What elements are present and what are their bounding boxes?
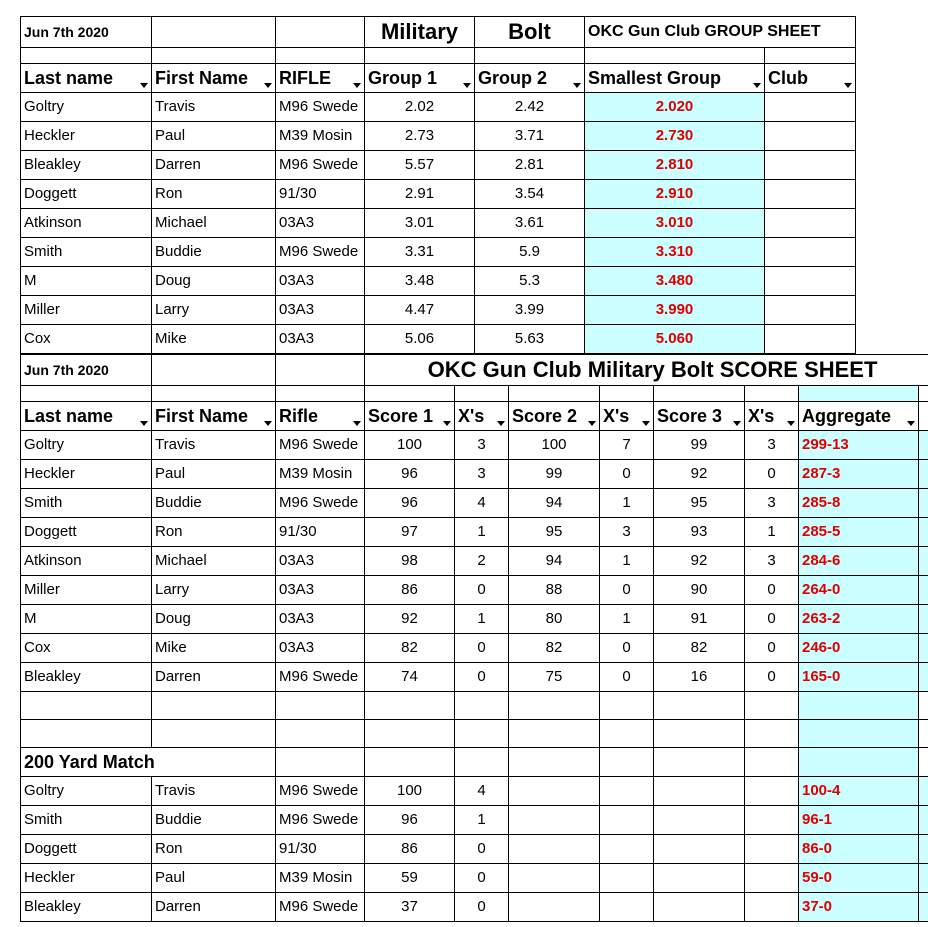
table-cell: Atkinson	[21, 209, 152, 238]
table-cell: M96 Swede	[276, 238, 365, 267]
table-row	[21, 663, 928, 692]
table-cell: 03A3	[276, 209, 365, 238]
group-header-row	[21, 64, 856, 93]
filter-dropdown-icon[interactable]	[140, 83, 148, 88]
table-cell: M96 Swede	[276, 893, 365, 922]
table-cell: M96 Swede	[276, 151, 365, 180]
table-cell: Doggett	[21, 518, 152, 547]
table-cell: Cox	[21, 325, 152, 354]
table-cell: Heckler	[21, 864, 152, 893]
table-cell: 285-5	[799, 518, 919, 547]
filter-dropdown-icon[interactable]	[733, 421, 741, 426]
table-cell: 100	[509, 431, 600, 460]
table-cell: Ron	[152, 180, 276, 209]
table-cell: 59-0	[799, 864, 919, 893]
filter-dropdown-icon[interactable]	[753, 83, 761, 88]
section-title-200-yard: 200 Yard Match	[21, 748, 276, 777]
table-cell: 3	[600, 518, 654, 547]
table-cell: 3.01	[365, 209, 475, 238]
table-cell: M96 Swede	[276, 93, 365, 122]
table-cell: 3.990	[585, 296, 765, 325]
table-cell: 95	[509, 518, 600, 547]
filter-dropdown-icon[interactable]	[497, 421, 505, 426]
table-row	[21, 209, 856, 238]
column-header: Smallest Group	[585, 64, 765, 93]
table-cell: 1	[745, 518, 799, 547]
table-cell: 03A3	[276, 634, 365, 663]
column-header: X's	[745, 402, 799, 431]
table-cell: M96 Swede	[276, 663, 365, 692]
table-cell: 0	[455, 835, 509, 864]
table-cell: 1	[600, 489, 654, 518]
score-sheet-title: OKC Gun Club Military Bolt SCORE SHEET	[365, 355, 928, 386]
table-cell: 0	[600, 460, 654, 489]
table-cell: Goltry	[21, 431, 152, 460]
column-header: Last name	[21, 64, 152, 93]
filter-dropdown-icon[interactable]	[787, 421, 795, 426]
table-cell: 92	[654, 460, 745, 489]
table-cell: 92	[654, 547, 745, 576]
table-cell: 91/30	[276, 518, 365, 547]
table-cell: 82	[365, 634, 455, 663]
column-header: Score 1	[365, 402, 455, 431]
table-cell: Heckler	[21, 460, 152, 489]
table-cell: Ron	[152, 518, 276, 547]
table-cell: 263-2	[799, 605, 919, 634]
table-cell: 90	[654, 576, 745, 605]
table-row	[21, 460, 928, 489]
table-cell: 100	[365, 431, 455, 460]
table-cell: 3	[455, 460, 509, 489]
table-cell: 0	[745, 605, 799, 634]
table-cell: 3.010	[585, 209, 765, 238]
table-cell: 0	[455, 864, 509, 893]
table-cell: Atkinson	[21, 547, 152, 576]
table-cell: 3.61	[475, 209, 585, 238]
table-row	[21, 267, 856, 296]
table-cell: 3.54	[475, 180, 585, 209]
table-cell: Darren	[152, 893, 276, 922]
table-row	[21, 489, 928, 518]
table-cell: 2.810	[585, 151, 765, 180]
table-cell: 96-1	[799, 806, 919, 835]
table-cell: Buddie	[152, 238, 276, 267]
table-row	[21, 835, 928, 864]
table-cell: 82	[654, 634, 745, 663]
table-cell: 5.3	[475, 267, 585, 296]
table-cell: 0	[600, 634, 654, 663]
table-cell: 2.02	[365, 93, 475, 122]
table-cell: 0	[745, 460, 799, 489]
group-sheet-date: Jun 7th 2020	[21, 17, 152, 48]
table-cell: 97	[365, 518, 455, 547]
group-sheet-title: OKC Gun Club GROUP SHEET	[585, 17, 856, 48]
table-cell: Michael	[152, 547, 276, 576]
table-row	[21, 431, 928, 460]
filter-dropdown-icon[interactable]	[140, 421, 148, 426]
table-cell: 03A3	[276, 605, 365, 634]
table-cell: Smith	[21, 489, 152, 518]
table-cell: 3	[745, 431, 799, 460]
table-cell: 299-13	[799, 431, 919, 460]
table-cell: Miller	[21, 576, 152, 605]
table-cell: 2.81	[475, 151, 585, 180]
table-cell	[765, 238, 856, 267]
table-cell: M96 Swede	[276, 777, 365, 806]
table-cell: 99	[654, 431, 745, 460]
table-cell: 99	[509, 460, 600, 489]
table-cell: 5.63	[475, 325, 585, 354]
filter-dropdown-icon[interactable]	[264, 421, 272, 426]
table-cell: Doggett	[21, 835, 152, 864]
table-cell: 0	[455, 576, 509, 605]
column-header: Rifle	[276, 402, 365, 431]
table-cell: 03A3	[276, 325, 365, 354]
table-cell: M39 Mosin	[276, 460, 365, 489]
column-header: Group 1	[365, 64, 475, 93]
table-cell: 2.91	[365, 180, 475, 209]
table-cell: Larry	[152, 576, 276, 605]
table-cell: 98	[365, 547, 455, 576]
table-cell: 96	[365, 460, 455, 489]
table-cell: Bleakley	[21, 893, 152, 922]
table-cell: 4.47	[365, 296, 475, 325]
table-cell: 59	[365, 864, 455, 893]
score-sheet-date: Jun 7th 2020	[21, 355, 152, 386]
table-cell: M39 Mosin	[276, 122, 365, 151]
table-cell: 80	[509, 605, 600, 634]
table-cell: 285-8	[799, 489, 919, 518]
filter-dropdown-icon[interactable]	[264, 83, 272, 88]
table-cell: M96 Swede	[276, 489, 365, 518]
table-cell: Larry	[152, 296, 276, 325]
column-header: Aggregate	[799, 402, 919, 431]
table-cell: Travis	[152, 777, 276, 806]
table-cell: 94	[509, 489, 600, 518]
table-cell	[765, 93, 856, 122]
table-cell: 91	[654, 605, 745, 634]
table-row	[21, 777, 928, 806]
column-header: First Name	[152, 402, 276, 431]
table-row	[21, 93, 856, 122]
table-cell: Doug	[152, 267, 276, 296]
table-cell: 2.73	[365, 122, 475, 151]
table-cell: 3.99	[475, 296, 585, 325]
table-cell: 100	[365, 777, 455, 806]
table-cell	[765, 209, 856, 238]
table-cell: 0	[455, 634, 509, 663]
table-row	[21, 325, 856, 354]
table-cell: 3	[745, 547, 799, 576]
table-cell: 2.42	[475, 93, 585, 122]
group-heading-military: Military	[365, 17, 475, 48]
filter-dropdown-icon[interactable]	[353, 83, 361, 88]
table-cell: 74	[365, 663, 455, 692]
table-cell: Buddie	[152, 489, 276, 518]
table-cell: Doggett	[21, 180, 152, 209]
table-cell: 165-0	[799, 663, 919, 692]
table-cell: 82	[509, 634, 600, 663]
table-cell: 37-0	[799, 893, 919, 922]
table-cell: 86-0	[799, 835, 919, 864]
table-row	[21, 238, 856, 267]
table-cell: 91/30	[276, 835, 365, 864]
column-header: RIFLE	[276, 64, 365, 93]
table-cell: 1	[455, 806, 509, 835]
table-cell: 95	[654, 489, 745, 518]
table-row	[21, 634, 928, 663]
table-cell: Travis	[152, 431, 276, 460]
column-header: Score 2	[509, 402, 600, 431]
table-cell: Mike	[152, 634, 276, 663]
table-cell: 0	[745, 576, 799, 605]
table-cell: 246-0	[799, 634, 919, 663]
table-cell: 284-6	[799, 547, 919, 576]
table-cell: 5.57	[365, 151, 475, 180]
table-cell: 5.06	[365, 325, 475, 354]
table-row	[21, 518, 928, 547]
table-cell: Darren	[152, 151, 276, 180]
table-cell: 264-0	[799, 576, 919, 605]
table-cell: Doug	[152, 605, 276, 634]
table-cell	[765, 122, 856, 151]
filter-dropdown-icon[interactable]	[844, 83, 852, 88]
table-cell	[765, 296, 856, 325]
table-row	[21, 605, 928, 634]
filter-dropdown-icon[interactable]	[588, 421, 596, 426]
table-cell: 287-3	[799, 460, 919, 489]
table-cell: Smith	[21, 238, 152, 267]
table-cell	[765, 180, 856, 209]
table-row	[21, 296, 856, 325]
table-cell: 94	[509, 547, 600, 576]
table-row	[21, 806, 928, 835]
table-cell: 3.310	[585, 238, 765, 267]
table-cell: 03A3	[276, 547, 365, 576]
table-cell: 88	[509, 576, 600, 605]
table-cell: 86	[365, 576, 455, 605]
column-header: Group 2	[475, 64, 585, 93]
table-cell	[765, 151, 856, 180]
table-cell: Smith	[21, 806, 152, 835]
table-cell	[765, 325, 856, 354]
table-cell: 0	[455, 663, 509, 692]
score-sheet-table	[20, 354, 928, 922]
filter-dropdown-icon[interactable]	[573, 83, 581, 88]
table-cell: Heckler	[21, 122, 152, 151]
table-cell: Paul	[152, 864, 276, 893]
column-header: First Name	[152, 64, 276, 93]
table-cell: 03A3	[276, 267, 365, 296]
table-cell: Darren	[152, 663, 276, 692]
table-cell: 2.730	[585, 122, 765, 151]
filter-dropdown-icon[interactable]	[907, 421, 915, 426]
group-sheet-table	[20, 16, 856, 354]
table-cell: 0	[745, 634, 799, 663]
table-cell: Buddie	[152, 806, 276, 835]
table-cell: 3	[745, 489, 799, 518]
table-cell: 7	[600, 431, 654, 460]
table-cell: 03A3	[276, 296, 365, 325]
table-cell: 5.060	[585, 325, 765, 354]
table-cell: 96	[365, 806, 455, 835]
table-cell: 96	[365, 489, 455, 518]
score-header-row	[21, 402, 928, 431]
column-header: X's	[600, 402, 654, 431]
table-cell: 3.480	[585, 267, 765, 296]
table-cell: 3.71	[475, 122, 585, 151]
table-cell: 0	[600, 576, 654, 605]
filter-dropdown-icon[interactable]	[463, 83, 471, 88]
column-header: Score 3	[654, 402, 745, 431]
table-cell: Goltry	[21, 777, 152, 806]
table-cell: 2.020	[585, 93, 765, 122]
table-cell: Bleakley	[21, 663, 152, 692]
column-header: Last name	[21, 402, 152, 431]
table-cell: Ron	[152, 835, 276, 864]
table-cell: M39 Mosin	[276, 864, 365, 893]
column-header: Club	[765, 64, 856, 93]
table-cell: 75	[509, 663, 600, 692]
table-cell: Michael	[152, 209, 276, 238]
table-row	[21, 151, 856, 180]
table-cell: 16	[654, 663, 745, 692]
table-cell: Bleakley	[21, 151, 152, 180]
table-row	[21, 893, 928, 922]
table-cell: 0	[600, 663, 654, 692]
filter-dropdown-icon[interactable]	[443, 421, 451, 426]
table-cell: 100-4	[799, 777, 919, 806]
table-row	[21, 180, 856, 209]
table-cell: 1	[600, 605, 654, 634]
table-cell: 0	[745, 663, 799, 692]
table-cell: M	[21, 267, 152, 296]
table-cell: 86	[365, 835, 455, 864]
table-cell: 1	[455, 518, 509, 547]
table-cell: M96 Swede	[276, 806, 365, 835]
table-cell: M96 Swede	[276, 431, 365, 460]
table-cell: 93	[654, 518, 745, 547]
table-row	[21, 547, 928, 576]
table-row	[21, 122, 856, 151]
table-cell: 2.910	[585, 180, 765, 209]
table-cell: 03A3	[276, 576, 365, 605]
table-cell: 2	[455, 547, 509, 576]
table-cell: Travis	[152, 93, 276, 122]
table-cell: Cox	[21, 634, 152, 663]
table-cell: 92	[365, 605, 455, 634]
table-cell: 5.9	[475, 238, 585, 267]
table-cell: 3.31	[365, 238, 475, 267]
table-cell: 3	[455, 431, 509, 460]
table-cell: Miller	[21, 296, 152, 325]
table-cell: 91/30	[276, 180, 365, 209]
table-cell: 37	[365, 893, 455, 922]
table-cell: Paul	[152, 122, 276, 151]
column-header: X's	[455, 402, 509, 431]
table-cell: 1	[455, 605, 509, 634]
table-cell: Paul	[152, 460, 276, 489]
group-heading-bolt: Bolt	[475, 17, 585, 48]
table-row	[21, 864, 928, 893]
table-cell: Goltry	[21, 93, 152, 122]
table-cell	[765, 267, 856, 296]
table-cell: 3.48	[365, 267, 475, 296]
table-cell: 4	[455, 777, 509, 806]
table-cell: 1	[600, 547, 654, 576]
table-cell: M	[21, 605, 152, 634]
table-row	[21, 576, 928, 605]
table-cell: Mike	[152, 325, 276, 354]
table-cell: 0	[455, 893, 509, 922]
filter-dropdown-icon[interactable]	[353, 421, 361, 426]
table-cell: 4	[455, 489, 509, 518]
filter-dropdown-icon[interactable]	[642, 421, 650, 426]
